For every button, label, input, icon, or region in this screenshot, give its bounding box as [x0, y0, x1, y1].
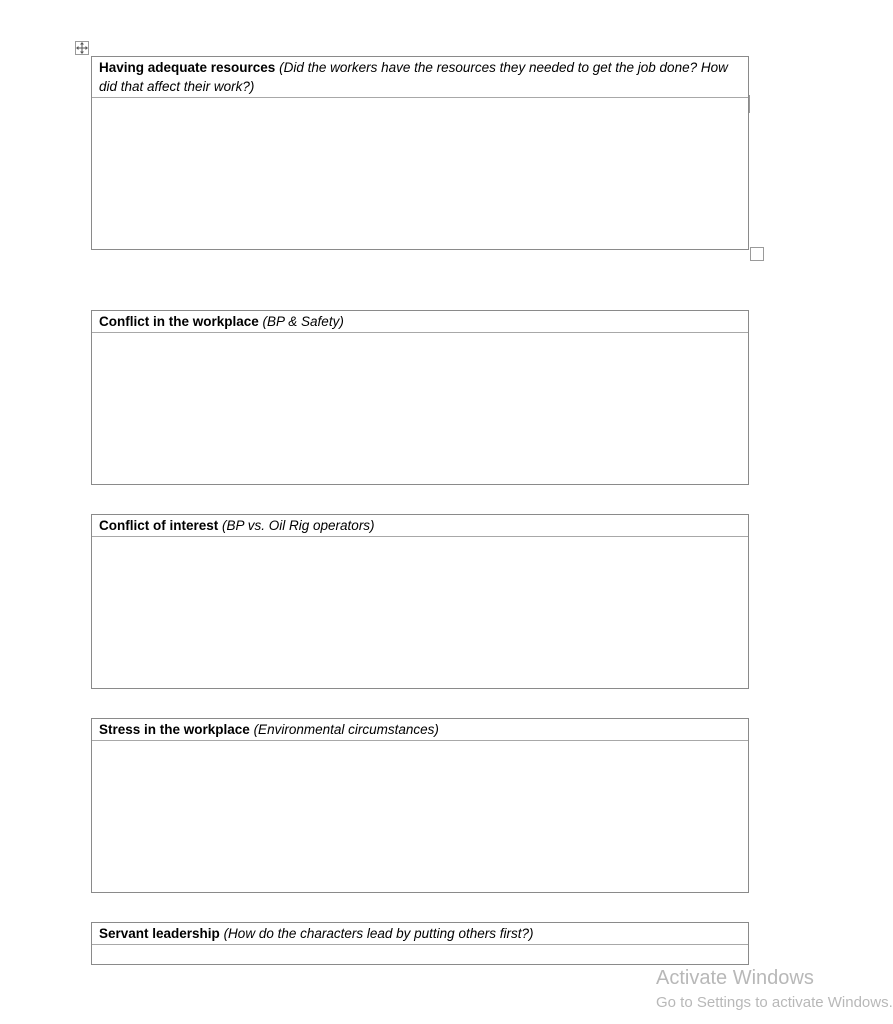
heading-italic: (Environmental circumstances) — [249, 722, 439, 737]
answer-cell[interactable] — [92, 537, 748, 688]
heading-bold: Conflict in the workplace — [99, 314, 259, 329]
answer-cell[interactable] — [92, 98, 748, 249]
answer-cell[interactable] — [92, 945, 748, 964]
heading-bold: Stress in the workplace — [99, 722, 250, 737]
heading-italic: (BP & Safety) — [258, 314, 344, 329]
heading-italic: (BP vs. Oil Rig operators) — [218, 518, 375, 533]
table-heading — [92, 515, 748, 537]
heading-bold: Having adequate resources — [99, 60, 276, 75]
heading-bold: Conflict of interest — [99, 518, 219, 533]
answer-cell[interactable] — [92, 333, 748, 484]
heading-bold: Servant leadership — [99, 926, 220, 941]
table-conflict-interest — [91, 514, 749, 689]
table-heading — [92, 923, 748, 945]
heading-italic: (How do the characters lead by putting others first?) — [219, 926, 534, 941]
table-heading — [92, 57, 748, 98]
answer-cell[interactable] — [92, 741, 748, 892]
watermark-title: Activate Windows — [656, 967, 814, 989]
table-heading — [92, 311, 748, 333]
table-adequate-resources — [91, 56, 749, 250]
table-heading — [92, 719, 748, 741]
table-conflict-workplace — [91, 310, 749, 485]
table-resize-handle-icon[interactable] — [750, 247, 764, 261]
watermark-subtitle: Go to Settings to activate Windows. — [656, 994, 893, 1011]
move-arrows-icon — [76, 42, 88, 54]
table-servant-leadership — [91, 922, 749, 965]
activation-watermark — [656, 966, 893, 1013]
heading-italic: (Did the workers have the resources they needed to get the job done? How did that affect their work?) — [99, 60, 728, 94]
text-cursor — [749, 95, 750, 113]
table-stress-workplace — [91, 718, 749, 893]
table-move-handle-icon[interactable] — [75, 41, 89, 55]
